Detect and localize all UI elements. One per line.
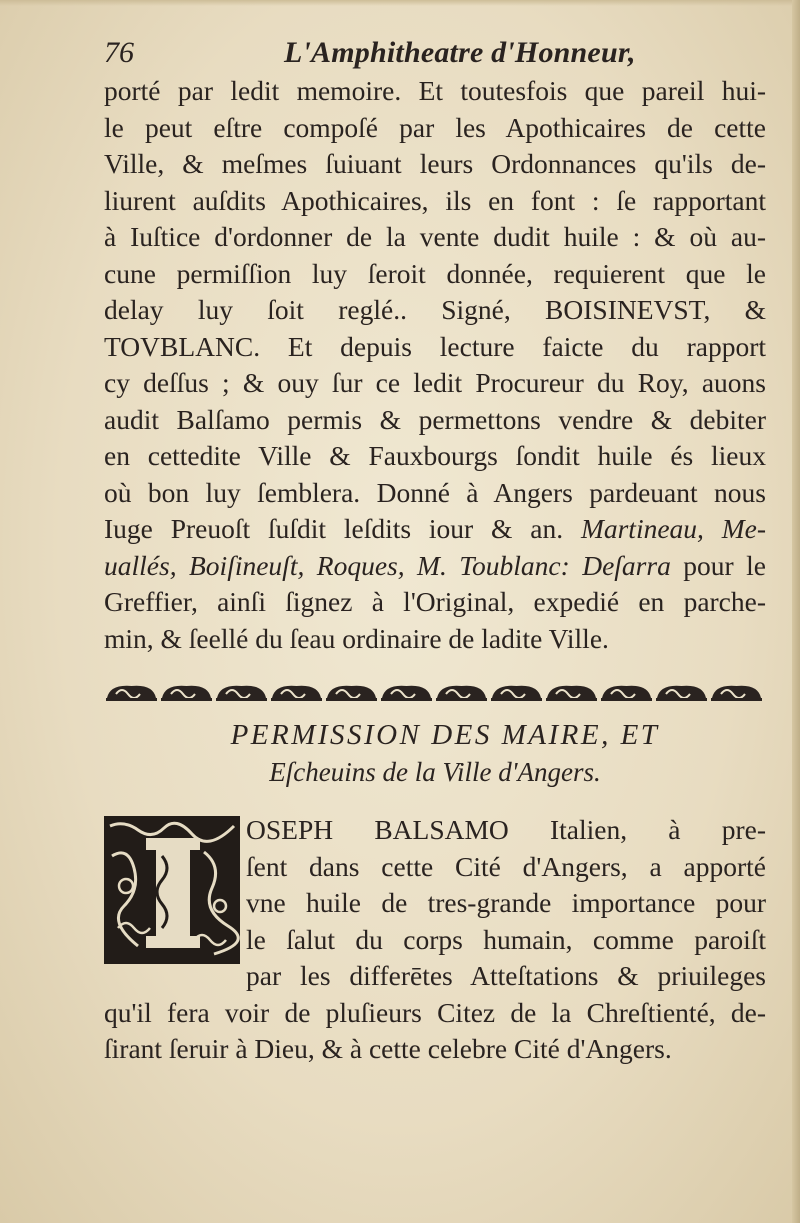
paragraph-permission-full (104, 958, 766, 1068)
text-line: par les differētes Atteſtations & priuileges (246, 960, 766, 991)
text-line: TOVBLANC. Et depuis lecture faicte du rapport (104, 330, 766, 362)
page-right-edge (792, 0, 800, 1223)
text-fragment: Iuge Preuoſt ſuſdit leſdits iour & an. (104, 513, 564, 544)
text-line: OSEPH BALSAMO Italien, à pre- (246, 814, 766, 845)
ornament-unit-icon (161, 686, 212, 701)
page-number: 76 (104, 36, 134, 69)
ornament-unit-icon (326, 686, 377, 701)
text-line: qu'il fera voir de pluſieurs Citez de la Chreſtienté, de- (104, 996, 766, 1028)
ornament-unit-icon (106, 686, 157, 701)
text-line: liurent auſdits Apothicaires, ils en font : ſe rapportant (104, 184, 766, 216)
text-line: Greffier, ainſi ſignez à l'Original, expedié en parche- (104, 586, 766, 617)
text-line: où bon luy ſemblera. Donné à Angers pardeuant nous (104, 476, 766, 508)
text-line: cy deſſus ; & ouy ſur ce ledit Procureur du Roy, auons (104, 367, 766, 398)
text-line: cune permiſſion luy ſeroit donnée, requierent que le (104, 257, 766, 289)
text-fragment: pour le (683, 549, 766, 581)
text-line: le peut eſtre compoſé par les Apothicaires de cette (104, 111, 766, 143)
ornament-band (104, 680, 764, 704)
text-line: ſent dans cette Cité d'Angers, a apporté (246, 850, 766, 882)
decorated-initial-icon (104, 816, 240, 964)
text-line: Ville, & meſmes ſuiuant leurs Ordonnances qu'ils de- (104, 148, 766, 179)
signature-names: uallés, Boiſineuſt, Roques, M. Toublanc: Deſarra (104, 549, 671, 581)
text-line: audit Balſamo permis & permettons vendre & debiter (104, 403, 766, 435)
section-heading (104, 716, 766, 790)
ornament-unit-icon (381, 686, 432, 701)
text-line: porté par ledit memoire. Et toutesfois que pareil hui- (104, 75, 766, 106)
signature-names: Martineau, Me- (580, 513, 767, 544)
text-line: ſirant ſeruir à Dieu, & à cette celebre Cité d'Angers. (104, 1033, 672, 1064)
heading-subtitle: Eſcheuins de la Ville d'Angers. (269, 757, 601, 787)
text-line: le ſalut du corps humain, comme paroiſt (246, 923, 766, 955)
ornament-unit-icon (271, 686, 322, 701)
text-line: à Iuſtice d'ordonner de la vente dudit huile : & où au- (104, 221, 766, 252)
ornament-unit-icon (491, 686, 542, 701)
text-line-with-signature (104, 511, 766, 548)
ornament-unit-icon (546, 686, 597, 701)
signature-line (104, 548, 766, 585)
text-line: en cettedite Ville & Fauxbourgs ſondit huile és lieux (104, 440, 766, 471)
text-line: vne huile de tres-grande importance pour (246, 887, 766, 918)
paragraph-permission-indented (246, 812, 766, 958)
ornament-unit-icon (711, 686, 762, 701)
paragraph-report (104, 73, 766, 657)
ornament-unit-icon (436, 686, 487, 701)
ornament-unit-icon (601, 686, 652, 701)
heading-title: PERMISSION DES MAIRE, ET (230, 719, 660, 751)
page-top-shadow (0, 0, 800, 6)
text-line: delay luy ſoit reglé.. Signé, BOISINEVST, & (104, 294, 766, 325)
ornament-unit-icon (656, 686, 707, 701)
running-title: L'Amphitheatre d'Honneur, (284, 36, 636, 69)
text-line: min, & ſeellé du ſeau ordinaire de ladite Ville. (104, 622, 609, 654)
ornament-unit-icon (216, 686, 267, 701)
